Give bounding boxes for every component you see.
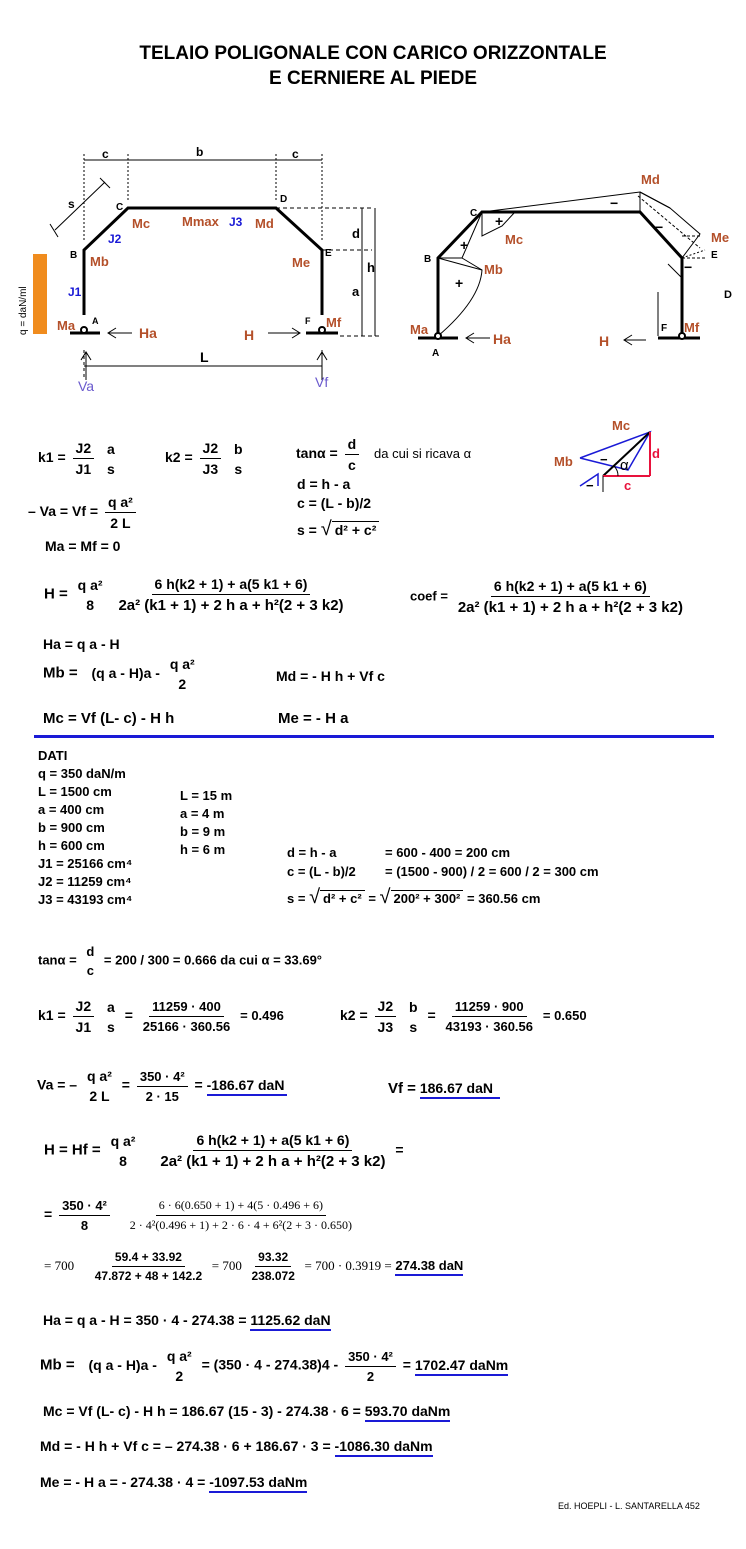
rd-plus-2: +	[460, 237, 469, 253]
dati-s: s = √ d² + c² = √ 200² + 300² = 360.56 cm	[287, 886, 541, 908]
calc-mc: Mc = Vf (L- c) - H h = 186.67 (15 - 3) - 274.38 · 6 = 593.70 daNm	[43, 1403, 450, 1419]
dim-l: L	[200, 349, 209, 365]
rd-node-a: A	[432, 348, 440, 359]
label-j3: J3	[229, 215, 243, 229]
rd-node-e: E	[711, 250, 718, 261]
calc-vf: Vf = 186.67 daN	[388, 1080, 500, 1099]
calc-me: Me = - H a = - 274.38 · 4 = -1097.53 daNm	[40, 1474, 307, 1490]
rd-node-c: C	[470, 208, 478, 219]
formula-mc: Mc = Vf (L- c) - H h	[43, 710, 175, 727]
dati-d: d = h - a = 600 - 400 = 200 cm	[287, 845, 511, 860]
md-result: -1086.30 daNm	[335, 1438, 433, 1457]
node-b: B	[70, 250, 78, 261]
rd-mc: Mc	[505, 232, 524, 247]
mb-result: 1702.47 daNm	[415, 1357, 508, 1376]
rd-md: Md	[641, 172, 660, 187]
formula-h: H = q a² 8 $\frac{6 h(k2 + 1) + a(5 k1 + 6)}{\text{2a² (k1 + 1) + 2 h a + h²(2 + 3 k2)}}$	[44, 576, 344, 614]
label-mb: Mb	[90, 254, 109, 269]
rd-node-b: B	[424, 254, 432, 265]
rd-me: Me	[711, 230, 730, 245]
label-vf: Vf	[315, 374, 329, 390]
label-me: Me	[292, 255, 311, 270]
formula-mb: Mb = (q a - H)a - q a² 2	[43, 656, 195, 692]
section-divider	[34, 735, 714, 738]
ad-minus-2: −	[586, 478, 594, 493]
angle-diagram	[550, 414, 670, 500]
label-j1: J1	[68, 285, 82, 299]
node-e: E	[325, 248, 332, 259]
calc-ha: Ha = q a - H = 350 · 4 - 274.38 = 1125.62 daN	[43, 1312, 331, 1328]
calc-k2: k2 = $\frac{J2}{J3}$ b s = $\frac{11259 \cdot 900}{43193 \cdot 360.56}$ = 0.650	[340, 998, 587, 1035]
dim-c1: c	[102, 147, 109, 161]
formula-md: Md = - H h + Vf c	[276, 668, 385, 684]
dim-c2: c	[292, 147, 299, 161]
calc-md: Md = - H h + Vf c = – 274.38 · 6 + 186.67 · 3 = -1086.30 daNm	[40, 1438, 433, 1454]
formula-k1: k1 = $\frac{J2}{J1}$ a s	[38, 440, 115, 477]
node-a: A	[92, 316, 99, 326]
rd-h: H	[599, 333, 610, 349]
dati-c: c = (L - b)/2 = (1500 - 900) / 2 = 600 / 2 = 300 cm	[287, 864, 599, 879]
ad-mc: Mc	[612, 418, 631, 433]
label-ma: Ma	[57, 318, 76, 333]
formula-d: d = h - a	[297, 476, 351, 492]
formula-k2: k2 = $\frac{J2}{J3}$ b s	[165, 440, 243, 477]
ad-c: c	[624, 478, 632, 493]
rd-ha: Ha	[493, 331, 511, 347]
dim-s: s	[68, 197, 75, 211]
formula-me: Me = - H a	[278, 710, 349, 727]
rd-mf: Mf	[684, 320, 700, 335]
formula-ma: Ma = Mf = 0	[45, 538, 121, 554]
formula-s: s = √ d² + c²	[297, 518, 379, 541]
frame-diagram	[0, 140, 380, 400]
rd-minus-1: −	[610, 195, 619, 211]
formula-coef: coef = $\frac{6 h(k2 + 1) + a(5 k1 + 6)}{\text{2a² (k1 + 1) + 2 h a + h²(2 + 3 k2)}}$	[410, 578, 683, 616]
rd-d: D	[724, 289, 732, 301]
rd-minus-2: −	[655, 219, 664, 235]
formula-ha: Ha = q a - H	[43, 636, 120, 652]
rd-ma: Ma	[410, 322, 429, 337]
calc-h-step1: = $\frac{\text{350 · 4²}}{8}$ $\frac{6 \cdot 6(0.650 + 1) + 4(5 \cdot 0.496 + 6)}{\text{2 · 4²(0.496 + 1) + 2 · 6 · 4 + 6²(2 + 3 · 0.650)}}$	[44, 1198, 353, 1233]
h-result: 274.38 daN	[395, 1258, 463, 1276]
calc-tan: tanα = d c = 200 / 300 = 0.666 da cui α = 33.69°	[38, 944, 322, 978]
footer-credit: Ed. HOEPLI - L. SANTARELLA 452	[558, 1501, 700, 1511]
label-h: H	[244, 327, 255, 343]
dati-meters: L = 15 m a = 4 m b = 9 m h = 6 m	[180, 788, 233, 857]
rd-node-f: F	[661, 323, 668, 334]
label-j2: J2	[108, 232, 122, 246]
rd-mb: Mb	[484, 262, 503, 277]
calc-mb: Mb = (q a - H)a - q a² 2 = (350 · 4 - 274.38)4 - $\frac{\text{350 · 4²}}{2}$ = 1702.47 daNm	[40, 1348, 509, 1384]
formula-c: c = (L - b)/2	[297, 495, 372, 511]
dati-list: DATI q = 350 daN/m L = 1500 cm a = 400 cm b = 900 cm h = 600 cm J1 = 25166 cm⁴ J2 = 11259 cm⁴ J3 = 43193 cm⁴	[38, 748, 133, 907]
label-mc: Mc	[132, 216, 151, 231]
rd-plus-3: +	[455, 275, 464, 291]
vf-result: 186.67 daN	[420, 1080, 500, 1099]
calc-h-step2: = 700 $\frac{59.4 + 33.92}{47.872 + 48 + 142.2}$ = 700 $\frac{93.32}{238.072}$ = 700 · 0.3919 = 274.38 daN	[44, 1250, 464, 1283]
dim-d: d	[352, 226, 360, 241]
rd-plus-1: +	[495, 213, 504, 229]
label-mmax: Mmax	[182, 214, 219, 229]
ad-mb: Mb	[554, 454, 573, 469]
mc-result: 593.70 daNm	[365, 1403, 451, 1422]
ad-d: d	[652, 446, 660, 461]
dim-a: a	[352, 284, 360, 299]
calc-k1: k1 = $\frac{J2}{J1}$ a s = $\frac{11259 \cdot 400}{25166 \cdot 360.56}$ = 0.496	[38, 998, 284, 1035]
label-load: q = daN/ml	[18, 286, 29, 335]
calc-h: H = Hf = q a² 8 $\frac{6 h(k2 + 1) + a(5 k1 + 6)}{\text{2a² (k1 + 1) + 2 h a + h²(2 + 3 k2)}}$ =	[44, 1132, 404, 1170]
ad-alpha: α	[620, 457, 629, 474]
formula-va: – Va = Vf = $\frac{\text{q a²}}{2 L}$	[28, 494, 139, 531]
label-md: Md	[255, 216, 274, 231]
label-va: Va	[78, 378, 95, 394]
label-ha: Ha	[139, 325, 157, 341]
me-result: -1097.53 daNm	[209, 1474, 307, 1493]
rd-minus-3: −	[684, 259, 693, 275]
node-c: C	[116, 202, 124, 213]
ha-result: 1125.62 daN	[250, 1312, 330, 1331]
ad-minus-1: −	[600, 452, 608, 467]
dim-b: b	[196, 145, 204, 159]
node-f: F	[305, 316, 311, 326]
title-line-2: E CERNIERE AL PIEDE	[269, 68, 477, 89]
label-mf: Mf	[326, 315, 342, 330]
formula-tan: tanα = $\frac{d}{c}$ da cui si ricava α	[296, 436, 472, 473]
dim-h: h	[367, 260, 375, 275]
va-result: -186.67 daN	[207, 1077, 287, 1096]
title-line-1: TELAIO POLIGONALE CON CARICO ORIZZONTALE	[139, 43, 607, 64]
node-d: D	[280, 194, 288, 205]
moment-diagram	[400, 160, 746, 380]
calc-va: Va = – q a² 2 L = $\frac{\text{350 · 4²}}{2 \cdot 15}$ = -186.67 daN	[37, 1068, 287, 1104]
